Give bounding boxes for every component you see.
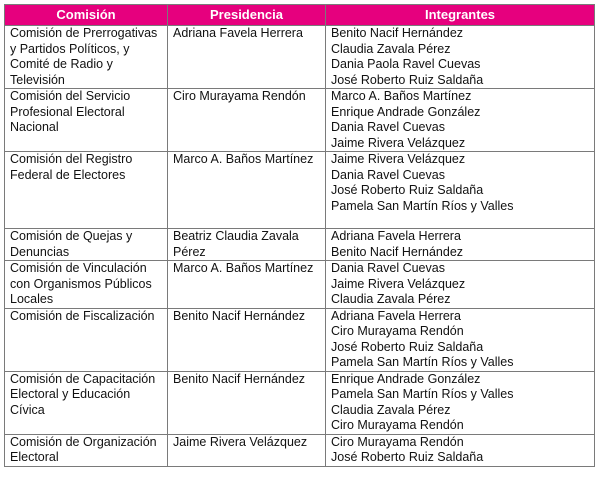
- commission-name: Comisión de Vinculación con Organismos Públicos Locales: [5, 261, 168, 309]
- member-name: Adriana Favela Herrera: [331, 308, 461, 323]
- member-name: Dania Ravel Cuevas: [331, 261, 445, 275]
- member-name: Pamela San Martín Ríos y Valles: [331, 198, 514, 213]
- president-name: Marco A. Baños Martínez: [168, 261, 326, 309]
- member-name: Adriana Favela Herrera: [331, 229, 461, 243]
- member-name: Dania Ravel Cuevas: [331, 120, 445, 134]
- members-cell: [326, 434, 595, 466]
- members-cell: [326, 152, 595, 229]
- member-name: Enrique Andrade González: [331, 371, 481, 386]
- member-name: José Roberto Ruiz Saldaña: [331, 339, 484, 354]
- header-integrantes: Integrantes: [326, 5, 595, 26]
- table-row: [5, 308, 595, 371]
- table-row: [5, 434, 595, 466]
- member-name: Pamela San Martín Ríos y Valles: [331, 387, 514, 401]
- members-cell: [326, 371, 595, 434]
- member-name: Ciro Murayama Rendón: [331, 418, 464, 432]
- table-row: [5, 261, 595, 309]
- member-name: Claudia Zavala Pérez: [331, 292, 451, 306]
- president-name: Ciro Murayama Rendón: [168, 89, 326, 152]
- president-name: Jaime Rivera Velázquez: [168, 434, 326, 466]
- president-name: Benito Nacif Hernández: [168, 308, 326, 371]
- header-presidencia: Presidencia: [168, 5, 326, 26]
- header-comision: Comisión: [5, 5, 168, 26]
- member-name: Dania Paola Ravel Cuevas: [331, 57, 481, 71]
- president-name: Adriana Favela Herrera: [168, 26, 326, 89]
- header-row: [5, 5, 595, 26]
- member-name: Benito Nacif Hernández: [331, 244, 464, 259]
- members-cell: [326, 229, 595, 261]
- member-name: Benito Nacif Hernández: [331, 26, 464, 40]
- member-name: Claudia Zavala Pérez: [331, 41, 451, 56]
- commission-name: Comisión de Quejas y Denuncias: [5, 229, 168, 261]
- commissions-document: [4, 4, 595, 467]
- member-name: Jaime Rivera Velázquez: [331, 152, 466, 166]
- president-name: Beatriz Claudia Zavala Pérez: [168, 229, 326, 261]
- member-name: Jaime Rivera Velázquez: [331, 276, 466, 291]
- member-name: Jaime Rivera Velázquez: [331, 135, 466, 150]
- table-body: [5, 26, 595, 467]
- member-name: Ciro Murayama Rendón: [331, 434, 464, 449]
- member-name: José Roberto Ruiz Saldaña: [331, 183, 484, 197]
- members-cell: [326, 308, 595, 371]
- members-cell: [326, 89, 595, 152]
- president-name: Marco A. Baños Martínez: [168, 152, 326, 229]
- member-name: Claudia Zavala Pérez: [331, 402, 451, 417]
- member-name: Dania Ravel Cuevas: [331, 167, 445, 182]
- commissions-table: [4, 4, 595, 467]
- commission-name: Comisión de Organización Electoral: [5, 434, 168, 466]
- commission-name: Comisión del Registro Federal de Electores: [5, 152, 168, 229]
- table-row: [5, 229, 595, 261]
- table-row: [5, 26, 595, 89]
- member-name: José Roberto Ruiz Saldaña: [331, 72, 484, 87]
- member-name: José Roberto Ruiz Saldaña: [331, 450, 484, 464]
- commission-name: Comisión de Fiscalización: [5, 308, 168, 371]
- member-name: Pamela San Martín Ríos y Valles: [331, 355, 514, 369]
- commission-name: Comisión de Prerrogativas y Partidos Políticos, y Comité de Radio y Televisión: [5, 26, 168, 89]
- member-name: Ciro Murayama Rendón: [331, 324, 464, 338]
- commission-name: Comisión del Servicio Profesional Electoral Nacional: [5, 89, 168, 152]
- table-header: [5, 5, 595, 26]
- members-cell: [326, 261, 595, 309]
- table-row: [5, 152, 595, 229]
- table-row: [5, 89, 595, 152]
- member-name: Enrique Andrade González: [331, 104, 481, 119]
- commission-name: Comisión de Capacitación Electoral y Educación Cívica: [5, 371, 168, 434]
- members-cell: [326, 26, 595, 89]
- table-row: [5, 371, 595, 434]
- member-name: Marco A. Baños Martínez: [331, 89, 472, 103]
- president-name: Benito Nacif Hernández: [168, 371, 326, 434]
